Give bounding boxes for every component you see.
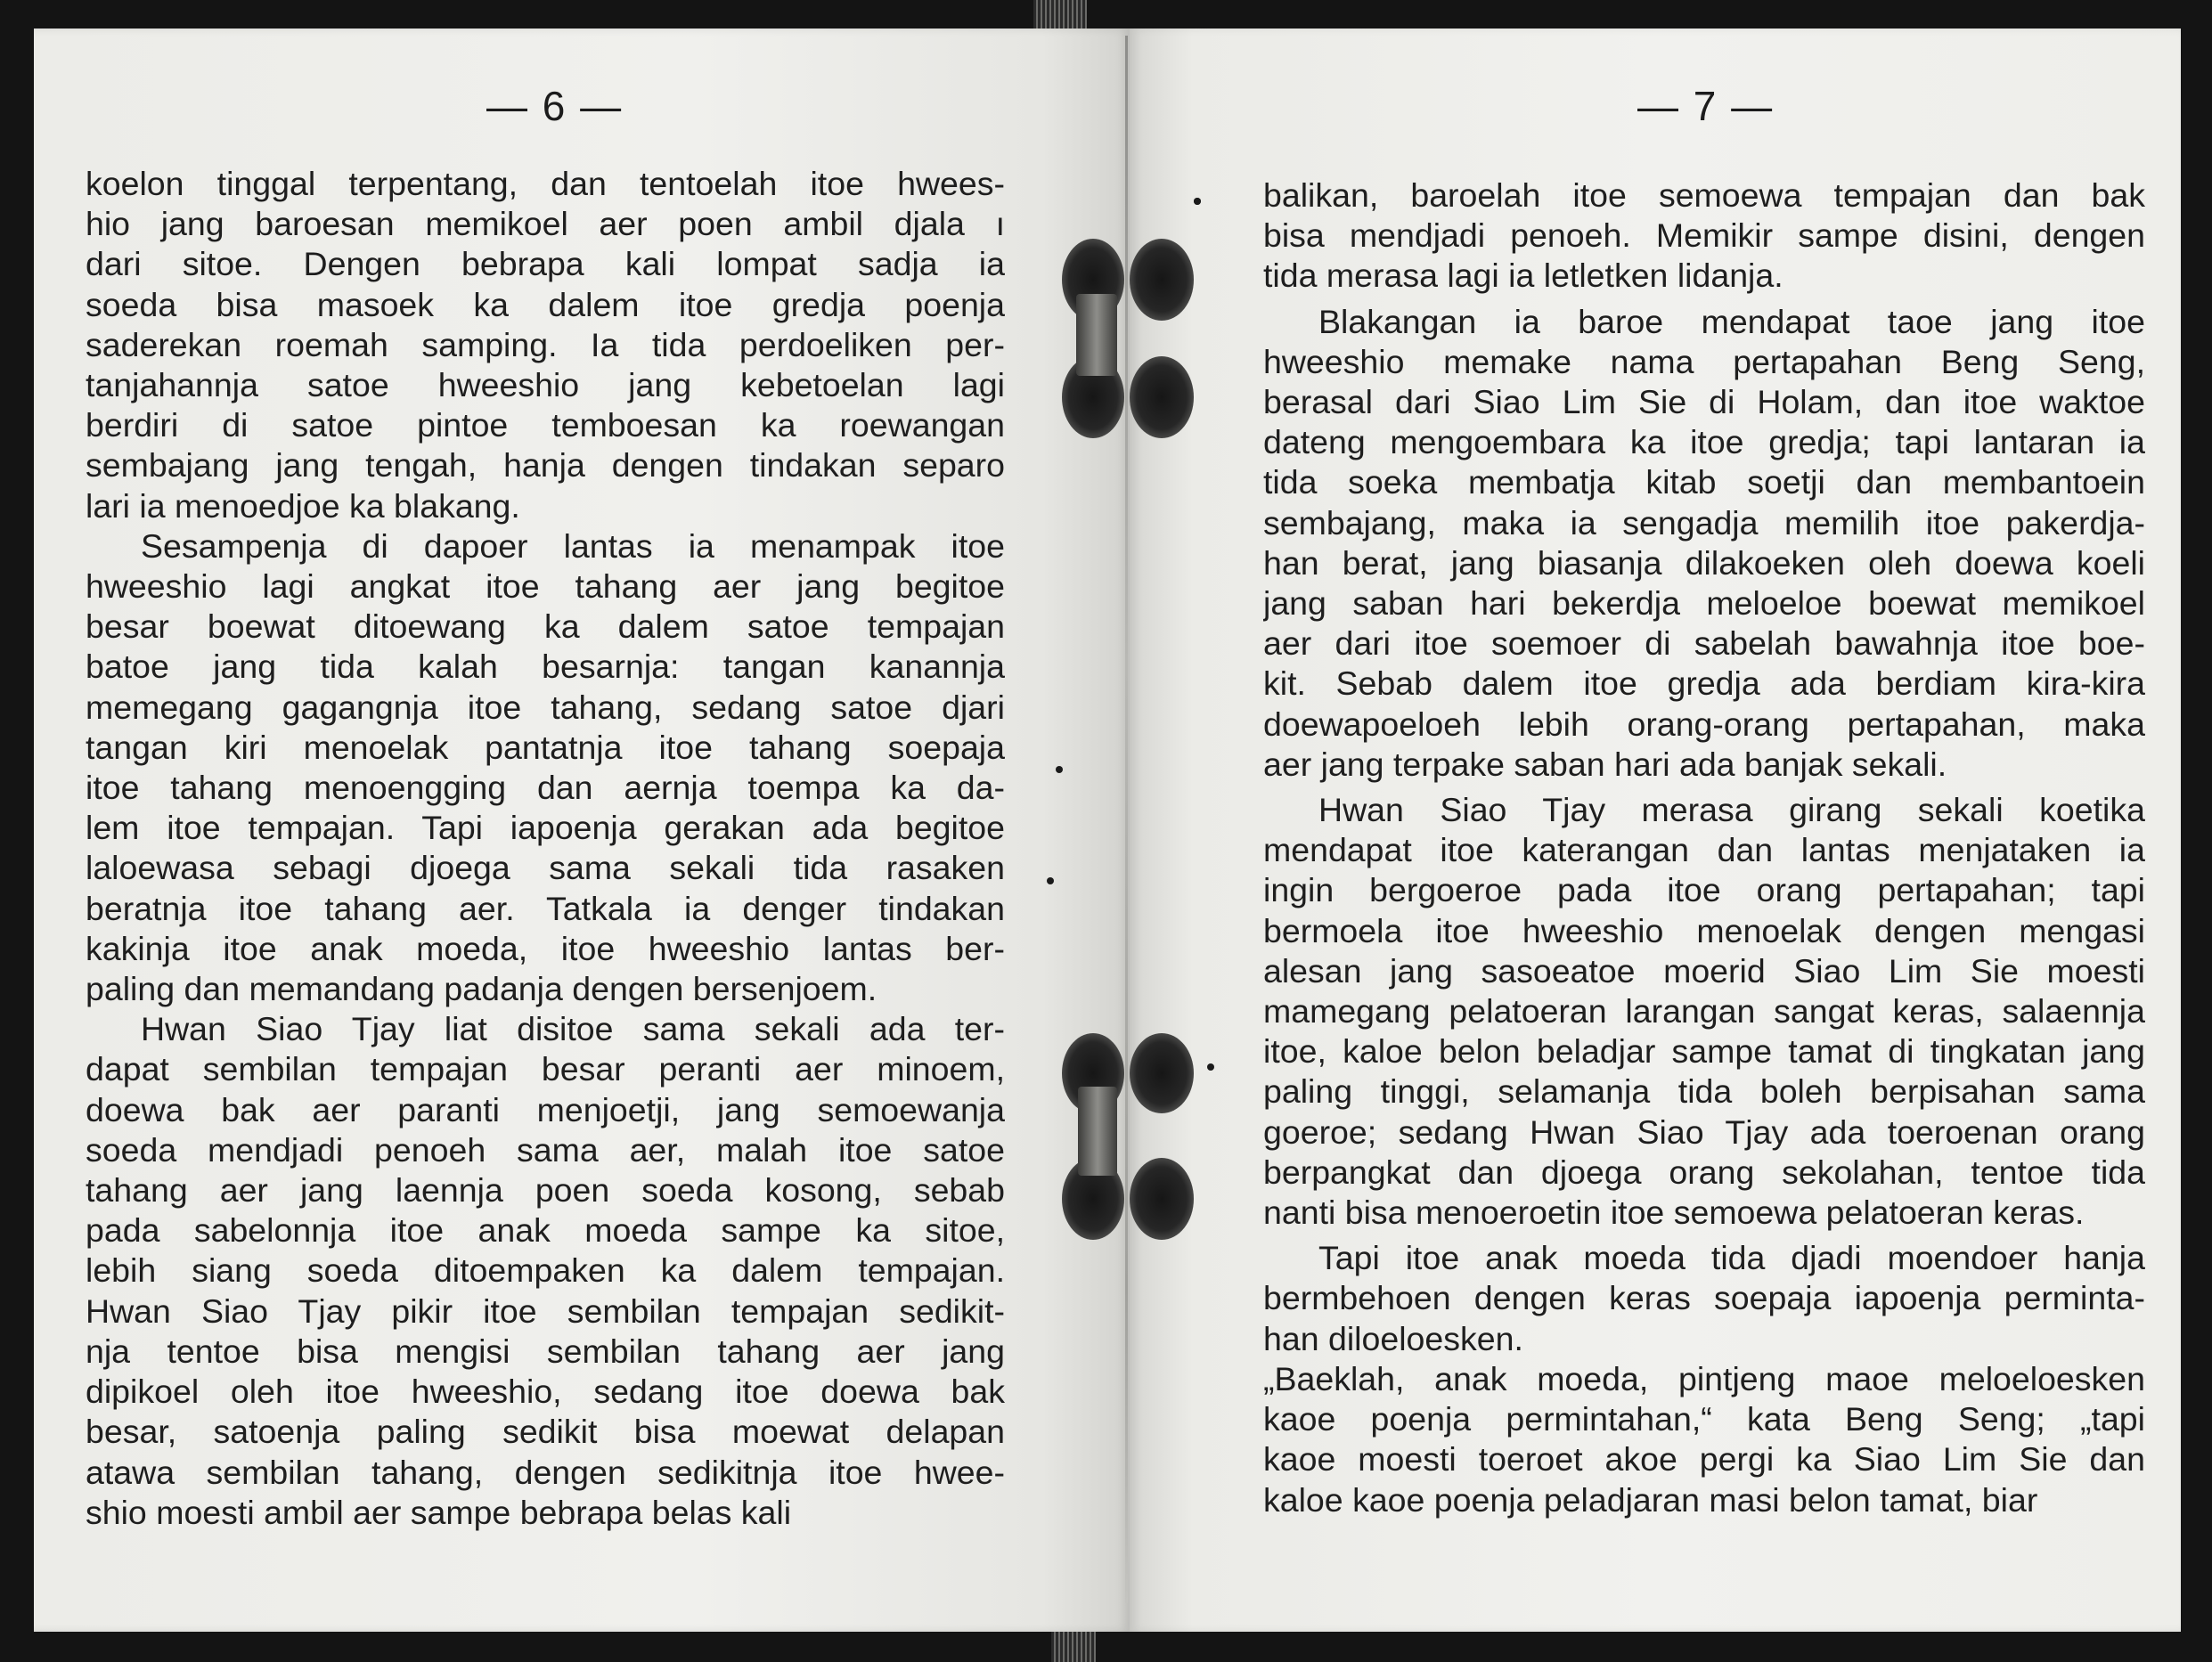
left-page-text bbox=[86, 164, 1005, 1533]
text-line: doewapoeloeh lebih orang-orang pertapahan, maka bbox=[1263, 705, 2145, 743]
text-line: han diloeloesken. bbox=[1263, 1319, 1523, 1357]
text-line: paling dan memandang padanja dengen bersenjoem. bbox=[86, 970, 877, 1008]
binding-cloth-bottom bbox=[1051, 1628, 1096, 1662]
text-line: Hwan Siao Tjay merasa girang sekali koetika bbox=[1318, 791, 2145, 829]
right-page bbox=[1130, 29, 2181, 1632]
text-line: dipikoel oleh itoe hweeshio, sedang itoe doewa bak bbox=[86, 1373, 1005, 1411]
right-page-text bbox=[1263, 175, 2145, 1520]
text-line: kaloe kaoe poenja peladjaran masi belon tamat, biar bbox=[1263, 1480, 2038, 1519]
text-line: jang saban hari bekerdja meloeloe boewat memikoel bbox=[1263, 584, 2145, 623]
text-line: sembajang jang tengah, hanja dengen tindakan separo bbox=[86, 446, 1005, 485]
text-line: balikan, baroelah itoe semoewa tempajan dan bak bbox=[1263, 176, 2145, 214]
text-line: paling tinggi, selamanja tida boleh berpisahan sama bbox=[1263, 1072, 2145, 1111]
text-line: doewa bak aer paranti menjoetji, jang semoewanja bbox=[86, 1090, 1005, 1128]
text-line: Hwan Siao Tjay liat disitoe sama sekali ada ter- bbox=[141, 1010, 1005, 1048]
text-line: Tapi itoe anak moeda tida djadi moendoer hanja bbox=[1318, 1239, 2145, 1277]
text-line: aer jang terpake saban hari ada banjak sekali. bbox=[1263, 745, 1947, 783]
text-line: nanti bisa menoeroetin itoe semoewa pelatoeran keras. bbox=[1263, 1194, 2085, 1232]
text-line: hio jang baroesan memikoel aer poen ambil djala ı bbox=[86, 205, 1005, 243]
text-line: alesan jang sasoeatoe moerid Siao Lim Sie moesti bbox=[1263, 951, 2145, 990]
text-line: soeda mendjadi penoeh sama aer, malah itoe satoe bbox=[86, 1130, 1005, 1169]
text-line: lem itoe tempajan. Tapi iapoenja gerakan ada begitoe bbox=[86, 809, 1005, 847]
text-line: berpangkat dan djoega orang sekolahan, tentoe tida bbox=[1263, 1153, 2145, 1191]
text-line: memegang gagangnja itoe tahang, sedang satoe djari bbox=[86, 688, 1005, 726]
speck bbox=[1194, 198, 1201, 205]
text-line: Sesampenja di dapoer lantas ia menampak itoe bbox=[141, 526, 1005, 565]
text-line: besar boewat ditoewang ka dalem satoe tempajan bbox=[86, 607, 1005, 646]
text-line: tangan kiri menoelak pantatnja itoe tahang soepaja bbox=[86, 728, 1005, 766]
text-line: kakinja itoe anak moeda, itoe hweeshio lantas ber- bbox=[86, 929, 1005, 967]
text-line: goeroe; sedang Hwan Siao Tjay ada toeroenan orang bbox=[1263, 1112, 2145, 1151]
text-line: kit. Sebab dalem itoe gredja ada berdiam kira-kira bbox=[1263, 664, 2145, 703]
speck bbox=[1207, 1063, 1214, 1071]
text-line: han berat, jang biasanja dilakoeken oleh doewa koeli bbox=[1263, 543, 2145, 582]
binding-cloth-top bbox=[1033, 0, 1087, 30]
text-line: itoe, kaloe belon beladjar sampe tamat di tingkatan jang bbox=[1263, 1032, 2145, 1071]
text-line: dateng mengoembara ka itoe gredja; tapi lantaran ia bbox=[1263, 423, 2145, 461]
text-line: dari sitoe. Dengen bebrapa kali lompat sadja ia bbox=[86, 245, 1005, 283]
text-line: lebih siang soeda ditoempaken ka dalem tempajan. bbox=[86, 1251, 1005, 1290]
text-line: sembajang, maka ia sengadja memilih itoe pakerdja- bbox=[1263, 503, 2145, 542]
text-line: beratnja itoe tahang aer. Tatkala ia denger tindakan bbox=[86, 889, 1005, 927]
text-line: „Baeklah, anak moeda, pintjeng maoe meloeloesken bbox=[1263, 1359, 2145, 1397]
left-page bbox=[34, 29, 1130, 1632]
text-line: itoe tahang menoengging dan aernja toempa ka da- bbox=[86, 769, 1005, 807]
text-line: batoe jang tida kalah besarnja: tangan kanannja bbox=[86, 648, 1005, 686]
text-line: saderekan roemah samping. Ia tida perdoeliken per- bbox=[86, 325, 1005, 363]
text-line: berdiri di satoe pintoe temboesan ka roewangan bbox=[86, 406, 1005, 444]
text-line: tahang aer jang laennja poen soeda kosong, sebab bbox=[86, 1171, 1005, 1210]
binding-hole-bottom-right-lower bbox=[1130, 1158, 1194, 1240]
text-line: laloewasa sebagi djoega sama sekali tida rasaken bbox=[86, 849, 1005, 887]
text-line: Blakangan ia baroe mendapat taoe jang itoe bbox=[1318, 302, 2145, 340]
text-line: hweeshio memake nama pertapahan Beng Seng, bbox=[1263, 342, 2145, 380]
text-line: Hwan Siao Tjay pikir itoe sembilan tempajan sedikit- bbox=[86, 1291, 1005, 1330]
text-line: nja tentoe bisa mengisi sembilan tahang aer jang bbox=[86, 1332, 1005, 1370]
text-line: koelon tinggal terpentang, dan tentoelah itoe hwees- bbox=[86, 165, 1005, 202]
text-line: dapat sembilan tempajan besar peranti aer minoem, bbox=[86, 1050, 1005, 1088]
speck bbox=[1056, 766, 1063, 773]
text-line: tida soeka membatja kitab soetji dan membantoein bbox=[1263, 463, 2145, 501]
text-line: berasal dari Siao Lim Sie di Holam, dan itoe waktoe bbox=[1263, 383, 2145, 421]
text-line: pada sabelonnja itoe anak moeda sampe ka sitoe, bbox=[86, 1211, 1005, 1250]
binding-hole-top-right bbox=[1130, 239, 1194, 321]
binding-hole-top-right-lower bbox=[1130, 356, 1194, 438]
text-line: tida merasa lagi ia letletken lidanja. bbox=[1263, 257, 1783, 295]
text-line: bermbehoen dengen keras soepaja iapoenja perminta- bbox=[1263, 1279, 2145, 1317]
text-line: bermoela itoe hweeshio menoelak dengen mengasi bbox=[1263, 911, 2145, 949]
staple-top bbox=[1076, 294, 1117, 376]
text-line: bisa mendjadi penoeh. Memikir sampe disini, dengen bbox=[1263, 216, 2145, 255]
text-line: soeda bisa masoek ka dalem itoe gredja poenja bbox=[86, 285, 1005, 323]
text-line: tanjahannja satoe hweeshio jang kebetoelan lagi bbox=[86, 366, 1005, 404]
text-line: shio moesti ambil aer sampe bebrapa belas kali bbox=[86, 1493, 792, 1531]
text-line: aer dari itoe soemoer di sabelah bawahnja itoe boe- bbox=[1263, 624, 2145, 663]
text-line: mendapat itoe katerangan dan lantas menjataken ia bbox=[1263, 831, 2145, 869]
staple-bottom bbox=[1078, 1087, 1117, 1176]
text-line: kaoe poenja permintahan,“ kata Beng Seng; „tapi bbox=[1263, 1400, 2145, 1438]
speck bbox=[1047, 877, 1054, 884]
text-line: hweeshio lagi angkat itoe tahang aer jang begitoe bbox=[86, 567, 1005, 606]
text-line: besar, satoenja paling sedikit bisa moewat delapan bbox=[86, 1413, 1005, 1451]
text-line: lari ia menoedjoe ka blakang. bbox=[86, 486, 520, 525]
text-line: ingin bergoeroe pada itoe orang pertapahan; tapi bbox=[1263, 871, 2145, 909]
text-line: atawa sembilan tahang, dengen sedikitnja itoe hwee- bbox=[86, 1453, 1005, 1491]
text-line: kaoe moesti toeroet akoe pergi ka Siao Lim Sie dan bbox=[1263, 1440, 2145, 1479]
page-number-right: — 7 — bbox=[1637, 83, 1775, 129]
page-number-left: — 6 — bbox=[486, 83, 624, 129]
binding-hole-bottom-right bbox=[1130, 1033, 1194, 1113]
text-line: mamegang pelatoeran larangan sangat keras, salaennja bbox=[1263, 992, 2145, 1031]
gutter-line bbox=[1125, 36, 1128, 1603]
